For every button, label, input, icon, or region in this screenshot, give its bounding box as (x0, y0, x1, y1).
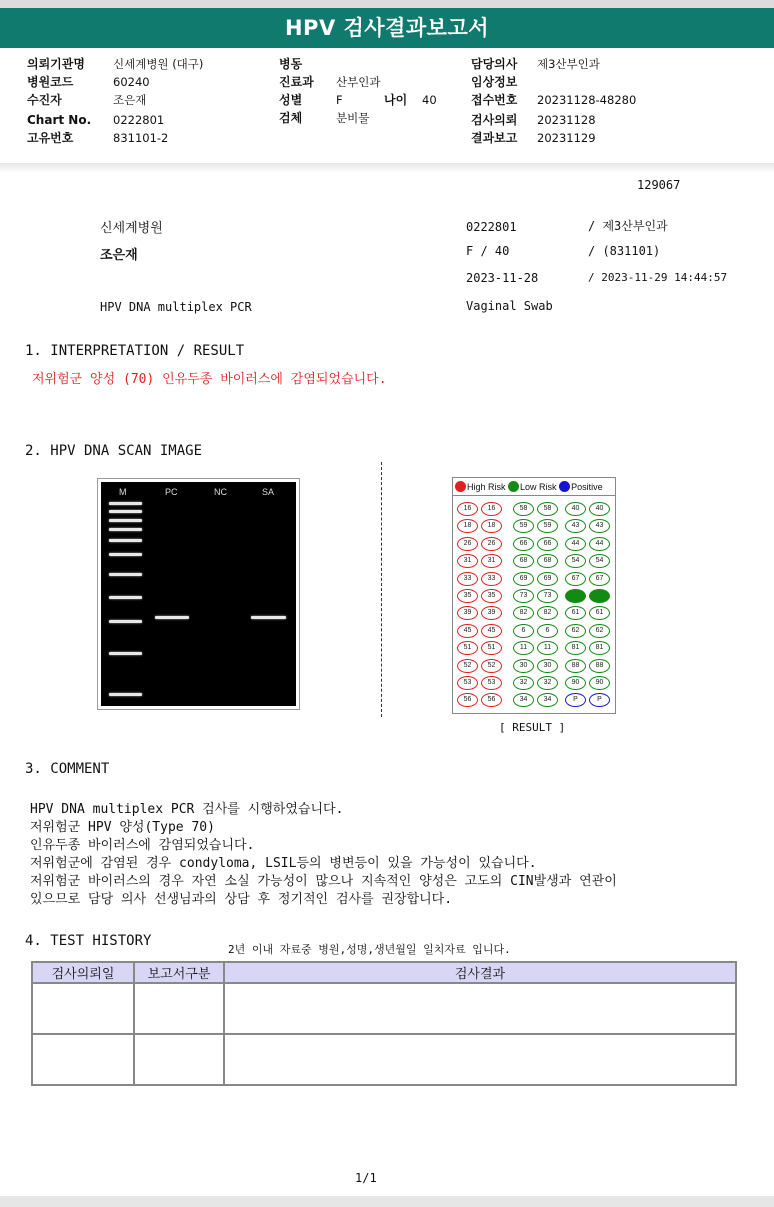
history-header-result: 검사결과 (224, 962, 736, 983)
marker-band (109, 519, 142, 522)
hpv-type-oval: 11 (537, 641, 558, 655)
hpv-type-oval: 31 (481, 554, 502, 568)
marker-band (109, 510, 142, 513)
result-caption: [ RESULT ] (499, 721, 566, 734)
hpv-type-oval: 40 (565, 502, 586, 516)
hpv-type-oval: 69 (537, 572, 558, 586)
comment-block (30, 801, 617, 909)
result-legend (453, 478, 615, 496)
report-number: 129067 (637, 178, 681, 192)
comment-line: 있으므로 담당 의사 선생님과의 상담 후 정기적인 검사를 권장합니다. (30, 892, 453, 907)
header-row-institution: 의뢰기관명 신세계병원 (대구) (27, 57, 204, 71)
pc-band (155, 616, 189, 619)
hpv-type-oval: 18 (457, 519, 478, 533)
hpv-type-oval: 45 (481, 624, 502, 638)
header-row-doctor: 담당의사 제3산부인과 (471, 57, 600, 71)
page-number: 1/1 (355, 1171, 377, 1185)
info-sex-age: F / 40 (466, 244, 510, 258)
hpv-type-oval: 68 (537, 554, 558, 568)
hpv-type-oval: P (589, 693, 610, 707)
sa-band (251, 616, 286, 619)
info-hospital: 신세계병원 (100, 221, 163, 236)
history-header-row (32, 962, 736, 983)
hpv-type-oval: 90 (565, 676, 586, 690)
hpv-type-oval: 35 (481, 589, 502, 603)
gel-image (97, 478, 300, 710)
hpv-type-oval: 45 (457, 624, 478, 638)
history-table (31, 961, 737, 1086)
comment-line: 저위험군에 감염된 경우 condyloma, LSIL등의 병변등이 있을 가능성이 있습니다. (30, 856, 537, 871)
hpv-type-oval: 82 (537, 606, 558, 620)
table-row (32, 1034, 736, 1085)
hpv-type-oval: 16 (457, 502, 478, 516)
hpv-type-oval: 52 (481, 659, 502, 673)
hpv-type-oval: P (565, 693, 586, 707)
hpv-type-oval: 67 (565, 572, 586, 586)
hpv-type-oval: 26 (457, 537, 478, 551)
hpv-type-oval: 51 (457, 641, 478, 655)
gel-lane-label-nc: NC (214, 487, 227, 497)
hpv-type-oval: 62 (589, 624, 610, 638)
hpv-type-oval: 88 (589, 659, 610, 673)
comment-line: HPV DNA multiplex PCR 검사를 시행하였습니다. (30, 802, 344, 817)
hpv-type-oval: 31 (457, 554, 478, 568)
hpv-type-oval: 34 (537, 693, 558, 707)
hpv-type-oval: 53 (457, 676, 478, 690)
info-report-time: / 2023-11-29 14:44:57 (588, 271, 728, 284)
header-col3 (471, 55, 636, 147)
hpv-type-oval: 26 (481, 537, 502, 551)
hpv-type-oval: 90 (589, 676, 610, 690)
gel-lane-label-sa: SA (262, 487, 275, 497)
section-1-title: 1. INTERPRETATION / RESULT (25, 343, 245, 359)
info-specimen: Vaginal Swab (466, 299, 553, 313)
hpv-type-oval: 6 (513, 624, 534, 638)
comment-line: 저위험군 HPV 양성(Type 70) (30, 820, 215, 835)
history-header-type: 보고서구분 (134, 962, 224, 983)
section-3-title: 3. COMMENT (25, 761, 110, 777)
header-row-specimen: 검체 분비물 (279, 111, 370, 125)
hpv-type-oval: 68 (513, 554, 534, 568)
hpv-type-oval: 43 (589, 519, 610, 533)
hpv-type-oval: 81 (565, 641, 586, 655)
hpv-type-oval: 16 (481, 502, 502, 516)
comment-line: 저위험군 바이러스의 경우 자연 소실 가능성이 많으나 지속적인 양성은 고도의 CIN발생과 연관이 (30, 874, 617, 889)
header-row-unique-id: 고유번호 831101-2 (27, 131, 169, 145)
hpv-type-oval: 61 (565, 606, 586, 620)
legend-positive: Positive (571, 482, 603, 492)
hpv-type-oval: 6 (537, 624, 558, 638)
info-chart: 0222801 (466, 220, 517, 234)
legend-high-risk: High Risk (467, 482, 506, 492)
hpv-type-oval: 43 (565, 519, 586, 533)
header-row-request: 검사의뢰 20231128 (471, 113, 596, 127)
hpv-type-oval: 56 (481, 693, 502, 707)
gel-lane-label-m: M (119, 487, 127, 497)
header-row-ward: 병동 (279, 57, 303, 71)
section-2-title: 2. HPV DNA SCAN IMAGE (25, 443, 203, 459)
hpv-type-oval: 56 (457, 693, 478, 707)
hpv-type-oval: 61 (589, 606, 610, 620)
hpv-type-oval: 81 (589, 641, 610, 655)
table-row (32, 983, 736, 1034)
info-id-paren: / (831101) (588, 244, 661, 258)
marker-band (109, 539, 142, 542)
header-row-patient: 수진자 조은재 (27, 93, 147, 107)
header-row-clinical: 임상정보 (471, 75, 518, 89)
marker-band (109, 553, 142, 556)
footer-bar (0, 1196, 774, 1207)
marker-band (109, 596, 142, 599)
hpv-type-oval: 73 (513, 589, 534, 603)
info-patient: 조은재 (100, 248, 138, 263)
high-risk-dot-icon (455, 481, 466, 492)
info-dept: / 제3산부인과 (588, 219, 668, 233)
marker-band (109, 693, 142, 696)
hpv-type-oval: 11 (513, 641, 534, 655)
hpv-type-oval: 66 (537, 537, 558, 551)
hpv-type-oval: 40 (589, 502, 610, 516)
hpv-type-oval: 51 (481, 641, 502, 655)
hpv-type-oval: 70 (589, 589, 610, 603)
hpv-type-oval: 44 (565, 537, 586, 551)
history-note: 2년 이내 자료중 병원,성명,생년월일 일치자료 입니다. (228, 943, 511, 956)
header-row-sex-age: 성별 F 나이 40 (279, 93, 437, 107)
marker-band (109, 573, 142, 576)
hpv-type-oval: 39 (481, 606, 502, 620)
result-panel (452, 477, 616, 714)
hpv-type-oval: 33 (481, 572, 502, 586)
hpv-type-oval: 54 (565, 554, 586, 568)
legend-low-risk: Low Risk (520, 482, 557, 492)
hpv-type-oval: 44 (589, 537, 610, 551)
hpv-type-oval: 34 (513, 693, 534, 707)
divider-dashed (381, 462, 382, 717)
hpv-type-oval: 82 (513, 606, 534, 620)
hpv-type-oval: 18 (481, 519, 502, 533)
hpv-type-oval: 58 (513, 502, 534, 516)
hpv-type-oval: 67 (589, 572, 610, 586)
hpv-type-oval: 59 (513, 519, 534, 533)
hpv-type-oval: 39 (457, 606, 478, 620)
info-test-name: HPV DNA multiplex PCR (100, 300, 252, 314)
report-title: HPV 검사결과보고서 (0, 8, 774, 48)
interpretation-result: 저위험군 양성 (70) 인유두종 바이러스에 감염되었습니다. (32, 372, 387, 387)
comment-line: 인유두종 바이러스에 감염되었습니다. (30, 838, 255, 853)
hpv-type-oval: 62 (565, 624, 586, 638)
hpv-type-oval: 73 (537, 589, 558, 603)
hpv-type-oval: 52 (457, 659, 478, 673)
hpv-type-oval: 30 (537, 659, 558, 673)
info-date: 2023-11-28 (466, 271, 539, 285)
marker-band (109, 528, 142, 531)
hpv-type-oval: 59 (537, 519, 558, 533)
marker-band (109, 620, 142, 623)
hpv-type-oval: 88 (565, 659, 586, 673)
hpv-type-oval: 32 (513, 676, 534, 690)
hpv-type-oval: 58 (537, 502, 558, 516)
section-4-title: 4. TEST HISTORY (25, 933, 152, 949)
low-risk-dot-icon (508, 481, 519, 492)
hpv-type-oval: 54 (589, 554, 610, 568)
marker-band (109, 652, 142, 655)
header-row-hospital-code: 병원코드 60240 (27, 75, 150, 89)
header-col1 (27, 55, 203, 147)
header-row-dept: 진료과 산부인과 (279, 75, 381, 89)
top-bar (0, 0, 774, 8)
header-row-report: 결과보고 20231129 (471, 131, 596, 145)
hpv-type-oval: 35 (457, 589, 478, 603)
header-row-receipt: 접수번호 20231128-48280 (471, 93, 637, 107)
hpv-type-oval: 32 (537, 676, 558, 690)
header-col2 (279, 55, 437, 127)
hpv-type-oval: 53 (481, 676, 502, 690)
gel-lane-label-pc: PC (165, 487, 178, 497)
header-row-chart: Chart No. 0222801 (27, 113, 165, 127)
hpv-type-oval: 30 (513, 659, 534, 673)
hpv-type-oval: 70 (565, 589, 586, 603)
hpv-type-oval: 33 (457, 572, 478, 586)
marker-band (109, 502, 142, 505)
gel-background (101, 482, 296, 706)
history-header-date: 검사의뢰일 (32, 962, 134, 983)
header-separator (0, 163, 774, 173)
positive-dot-icon (559, 481, 570, 492)
hpv-type-oval: 66 (513, 537, 534, 551)
hpv-type-oval: 69 (513, 572, 534, 586)
